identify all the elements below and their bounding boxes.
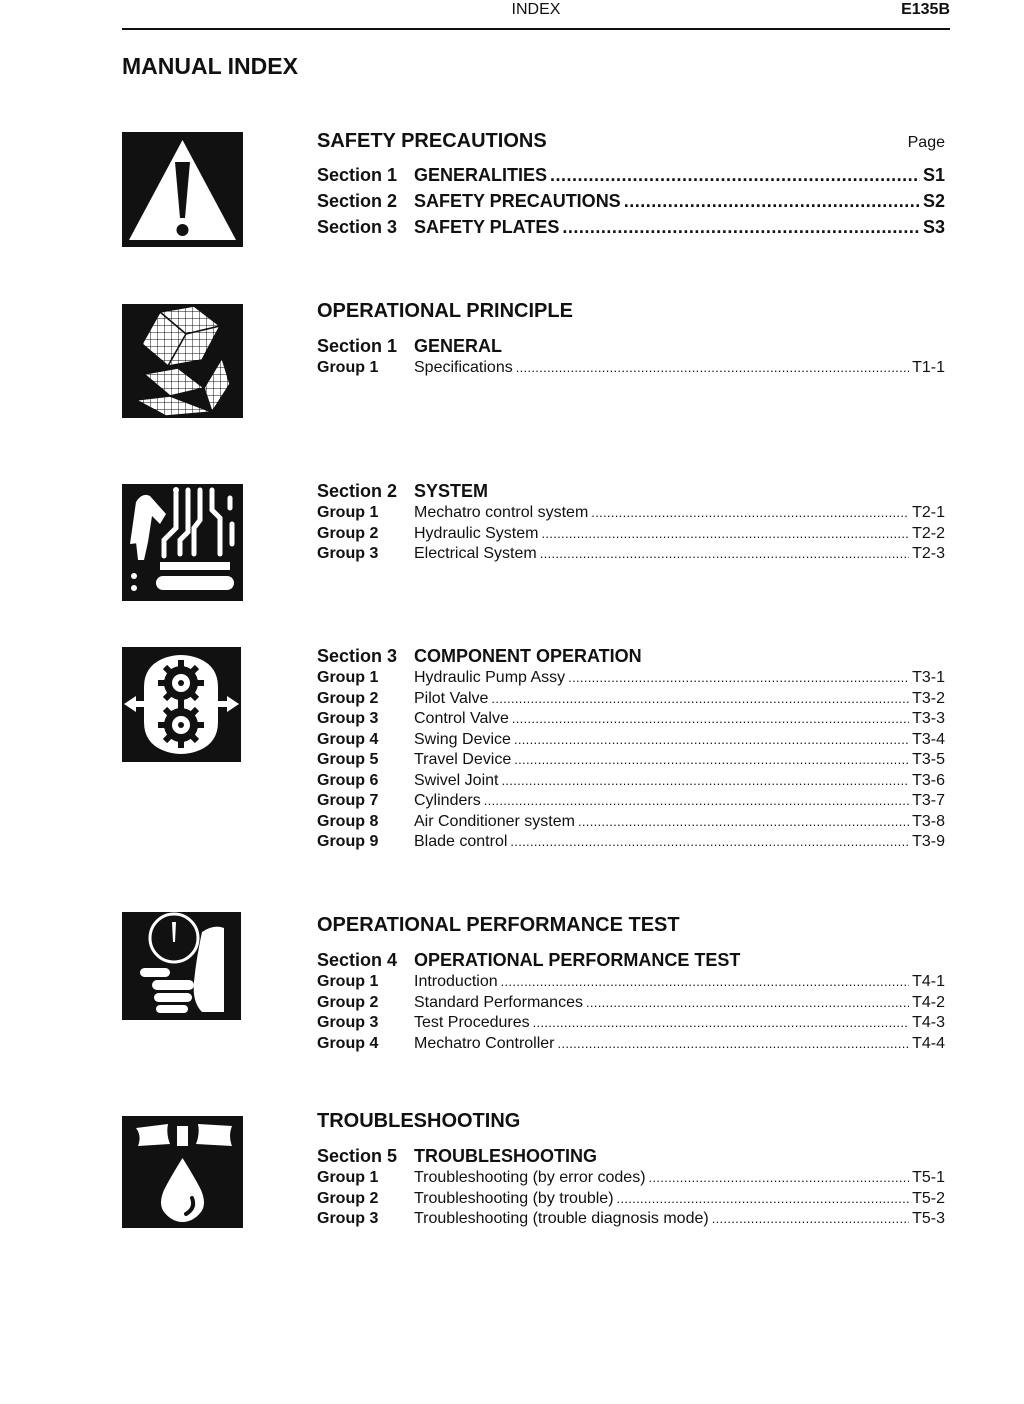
dot-leader	[484, 791, 909, 812]
dot-leader	[712, 1209, 909, 1230]
page-column-label: Page	[907, 134, 945, 151]
toc-entry-t3-5[interactable]: Group 5 Travel Device ..... T3-5	[317, 750, 945, 771]
section-1-heading: Section 1 GENERAL	[317, 336, 503, 356]
dot-leader	[491, 689, 909, 710]
dot-leader	[578, 812, 909, 833]
dot-leader	[558, 1034, 910, 1055]
toc-entry-t5-2[interactable]: Group 2 Troubleshooting (by trouble) ..... T5-2	[317, 1189, 945, 1210]
toc-entry-t3-1[interactable]: Group 1 Hydraulic Pump Assy ..... T3-1	[317, 668, 945, 689]
dot-leader	[540, 544, 909, 565]
dot-leader	[624, 188, 920, 214]
section-4-heading: Section 4 OPERATIONAL PERFORMANCE TEST	[317, 950, 741, 970]
dot-leader	[568, 668, 909, 689]
dot-leader	[501, 771, 909, 792]
dot-leader	[512, 709, 909, 730]
toc-entry-s3[interactable]: Section 3 SAFETY PLATES ..... S3	[317, 214, 945, 240]
section-3-block	[317, 644, 945, 853]
toc-entry-t3-4[interactable]: Group 4 Swing Device ..... T3-4	[317, 730, 945, 751]
toc-entry-t4-2[interactable]: Group 2 Standard Performances ..... T4-2	[317, 993, 945, 1014]
gauge-hand-icon	[122, 912, 241, 1020]
page-title: MANUAL INDEX	[122, 53, 298, 79]
toc-entry-t3-7[interactable]: Group 7 Cylinders ..... T3-7	[317, 791, 945, 812]
toc-entry-t2-1[interactable]: Group 1 Mechatro control system ..... T2-1	[317, 503, 945, 524]
dot-leader	[586, 993, 909, 1014]
toc-entry-t4-1[interactable]: Group 1 Introduction ..... T4-1	[317, 972, 945, 993]
gear-pump-icon	[122, 647, 241, 762]
section-2-block	[317, 479, 945, 565]
toc-entry-t3-3[interactable]: Group 3 Control Valve ..... T3-3	[317, 709, 945, 730]
toc-entry-t2-2[interactable]: Group 2 Hydraulic System ..... T2-2	[317, 524, 945, 545]
toc-entry-s2[interactable]: Section 2 SAFETY PRECAUTIONS ..... S2	[317, 188, 945, 214]
toc-entry-t5-3[interactable]: Group 3 Troubleshooting (trouble diagnosis mode) ..... T5-3	[317, 1209, 945, 1230]
toc-entry-t3-9[interactable]: Group 9 Blade control ..... T3-9	[317, 832, 945, 853]
page-header	[122, 0, 950, 30]
section-3-heading: Section 3 COMPONENT OPERATION	[317, 646, 642, 666]
dot-leader	[510, 832, 909, 853]
excavator-circuit-icon	[122, 484, 243, 601]
dot-leader	[617, 1189, 910, 1210]
safety-heading	[317, 129, 945, 153]
toc-entry-t2-3[interactable]: Group 3 Electrical System ..... T2-3	[317, 544, 945, 565]
toc-entry-t3-6[interactable]: Group 6 Swivel Joint ..... T3-6	[317, 771, 945, 792]
dot-leader	[516, 358, 909, 379]
section-2-heading: Section 2 SYSTEM	[317, 481, 489, 501]
blocks-s-icon	[122, 304, 243, 418]
dot-leader	[514, 730, 909, 751]
toc-entry-t3-8[interactable]: Group 8 Air Conditioner system ..... T3-8	[317, 812, 945, 833]
toc-entry-t5-1[interactable]: Group 1 Troubleshooting (by error codes) ..... T5-1	[317, 1168, 945, 1189]
toc-entry-t4-4[interactable]: Group 4 Mechatro Controller ..... T4-4	[317, 1034, 945, 1055]
dot-leader	[541, 524, 909, 545]
dot-leader	[514, 750, 909, 771]
safety-block	[317, 129, 945, 240]
dot-leader	[533, 1013, 909, 1034]
dot-leader	[501, 972, 909, 993]
troubleshooting-title: TROUBLESHOOTING	[317, 1110, 521, 1132]
dot-leader	[649, 1168, 910, 1189]
oil-drop-icon	[122, 1116, 243, 1228]
operational-principle-block	[317, 299, 945, 379]
toc-entry-t1-1[interactable]: Group 1 Specifications ..... T1-1	[317, 358, 945, 379]
operational-principle-title: OPERATIONAL PRINCIPLE	[317, 300, 573, 322]
performance-test-title: OPERATIONAL PERFORMANCE TEST	[317, 914, 680, 936]
toc-entry-t3-2[interactable]: Group 2 Pilot Valve ..... T3-2	[317, 689, 945, 710]
troubleshooting-block	[317, 1109, 945, 1230]
model-code: E135B	[901, 1, 950, 18]
dot-leader	[562, 214, 920, 240]
header-title: INDEX	[511, 1, 561, 18]
toc-entry-t4-3[interactable]: Group 3 Test Procedures ..... T4-3	[317, 1013, 945, 1034]
performance-test-block	[317, 913, 945, 1054]
safety-title: SAFETY PRECAUTIONS	[317, 130, 547, 152]
warning-icon	[122, 132, 243, 247]
dot-leader	[591, 503, 909, 524]
section-5-heading: Section 5 TROUBLESHOOTING	[317, 1146, 597, 1166]
toc-entry-s1[interactable]: Section 1 GENERALITIES ..... S1	[317, 162, 945, 188]
dot-leader	[550, 162, 920, 188]
